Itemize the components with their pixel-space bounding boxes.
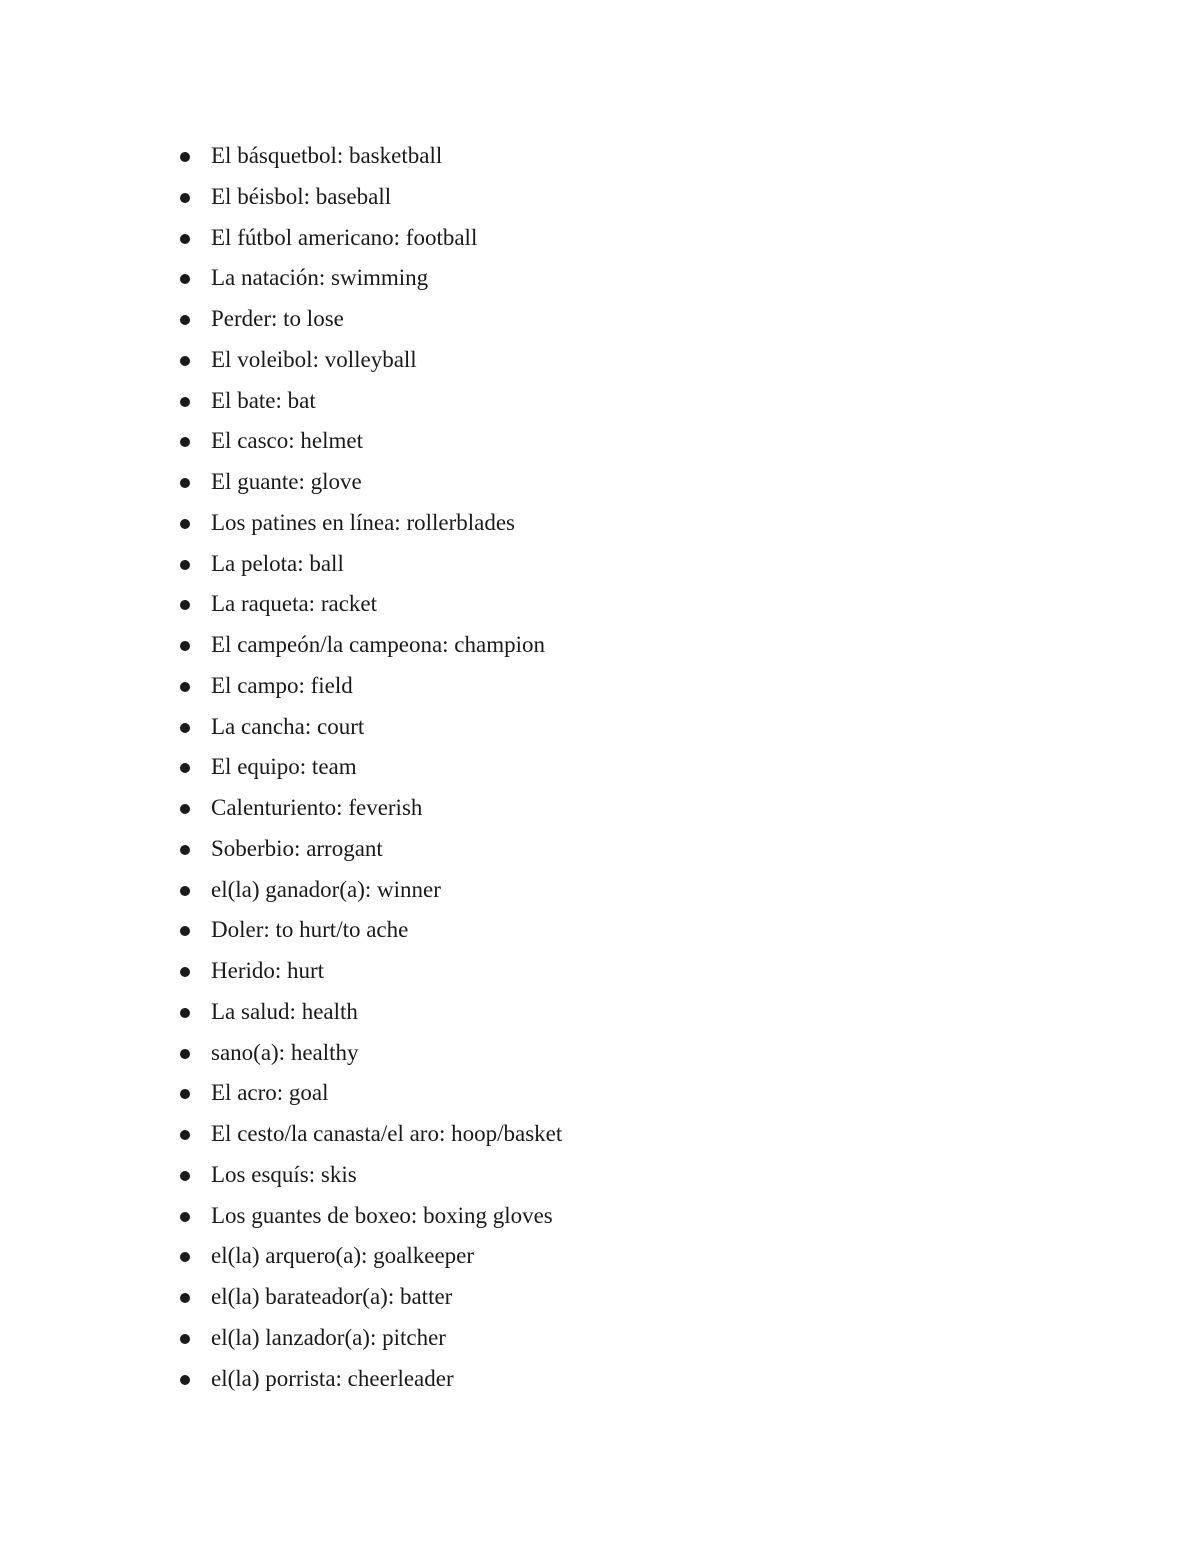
list-item: [178, 340, 1078, 381]
vocab-entry: Los esquís: skis: [211, 1161, 357, 1187]
bullet-icon: [180, 723, 190, 733]
list-item: [178, 544, 1078, 585]
vocab-entry: El equipo: team: [211, 754, 357, 780]
vocab-entry: Los guantes de boxeo: boxing gloves: [211, 1202, 553, 1228]
list-item: [178, 1359, 1078, 1400]
vocab-entry: El guante: glove: [211, 469, 362, 494]
vocab-entry: El fútbol americano: football: [211, 224, 478, 250]
vocab-entry: La cancha: court: [211, 713, 365, 739]
list-item: [178, 1318, 1078, 1359]
list-item: [178, 870, 1078, 911]
bullet-icon: [180, 1130, 190, 1140]
list-item: [178, 829, 1078, 870]
vocab-entry: Soberbio: arrogant: [211, 835, 383, 861]
bullet-icon: [180, 274, 190, 284]
vocab-entry: el(la) barateador(a): batter: [211, 1284, 453, 1309]
list-item: [178, 788, 1078, 829]
vocab-entry: La natación: swimming: [211, 265, 429, 291]
vocabulary-list: [178, 136, 1078, 1399]
list-item: [178, 1033, 1078, 1074]
bullet-icon: [180, 1171, 190, 1181]
bullet-icon: [180, 560, 190, 570]
vocab-entry: Herido: hurt: [211, 958, 325, 983]
list-item: [178, 707, 1078, 748]
vocab-entry: El voleibol: volleyball: [211, 346, 417, 372]
list-item: [178, 1073, 1078, 1114]
vocab-entry: La pelota: ball: [211, 550, 344, 576]
bullet-icon: [180, 152, 190, 162]
bullet-icon: [180, 641, 190, 651]
list-item: [178, 177, 1078, 218]
bullet-icon: [180, 1212, 190, 1222]
bullet-icon: [180, 234, 190, 244]
bullet-icon: [180, 845, 190, 855]
bullet-icon: [180, 804, 190, 814]
vocab-entry: el(la) ganador(a): winner: [211, 876, 441, 902]
bullet-icon: [180, 356, 190, 366]
bullet-icon: [180, 1252, 190, 1262]
bullet-icon: [180, 926, 190, 936]
vocab-entry: Perder: to lose: [211, 306, 344, 331]
vocab-entry: el(la) lanzador(a): pitcher: [211, 1324, 446, 1350]
bullet-icon: [180, 193, 190, 203]
bullet-icon: [180, 1049, 190, 1059]
vocab-entry: El cesto/la canasta/el aro: hoop/basket: [211, 1121, 563, 1146]
bullet-icon: [180, 682, 190, 692]
bullet-icon: [180, 763, 190, 773]
list-item: [178, 625, 1078, 666]
vocab-entry: sano(a): healthy: [211, 1039, 359, 1065]
bullet-icon: [180, 967, 190, 977]
list-item: [178, 1155, 1078, 1196]
vocab-entry: El básquetbol: basketball: [211, 143, 443, 168]
list-item: [178, 1196, 1078, 1237]
list-item: [178, 421, 1078, 462]
bullet-icon: [180, 437, 190, 447]
list-item: [178, 462, 1078, 503]
bullet-icon: [180, 1375, 190, 1385]
vocab-entry: El béisbol: baseball: [211, 183, 392, 209]
vocab-entry: el(la) arquero(a): goalkeeper: [211, 1243, 475, 1269]
list-item: [178, 992, 1078, 1033]
bullet-icon: [180, 1089, 190, 1099]
bullet-icon: [180, 886, 190, 896]
list-item: [178, 1277, 1078, 1318]
list-item: [178, 381, 1078, 422]
bullet-icon: [180, 1293, 190, 1303]
list-item: [178, 218, 1078, 259]
vocab-entry: El acro: goal: [211, 1080, 329, 1106]
list-item: [178, 136, 1078, 177]
vocab-entry: Los patines en línea: rollerblades: [211, 509, 516, 535]
bullet-icon: [180, 478, 190, 488]
vocab-entry: La raqueta: racket: [211, 591, 377, 617]
vocab-entry: La salud: health: [211, 998, 358, 1024]
bullet-icon: [180, 600, 190, 610]
list-item: [178, 910, 1078, 951]
list-item: [178, 258, 1078, 299]
vocab-entry: El campo: field: [211, 672, 353, 698]
list-item: [178, 299, 1078, 340]
list-item: [178, 584, 1078, 625]
vocab-entry: El casco: helmet: [211, 428, 363, 454]
bullet-icon: [180, 397, 190, 407]
list-item: [178, 503, 1078, 544]
list-item: [178, 747, 1078, 788]
list-item: [178, 1236, 1078, 1277]
list-item: [178, 666, 1078, 707]
vocab-entry: El bate: bat: [211, 387, 316, 413]
bullet-icon: [180, 315, 190, 325]
list-item: [178, 951, 1078, 992]
vocab-entry: el(la) porrista: cheerleader: [211, 1365, 454, 1391]
bullet-icon: [180, 519, 190, 529]
vocab-entry: El campeón/la campeona: champion: [211, 632, 546, 657]
vocab-entry: Calenturiento: feverish: [211, 795, 423, 820]
list-item: [178, 1114, 1078, 1155]
vocab-entry: Doler: to hurt/to ache: [211, 917, 409, 943]
bullet-icon: [180, 1334, 190, 1344]
bullet-icon: [180, 1008, 190, 1018]
